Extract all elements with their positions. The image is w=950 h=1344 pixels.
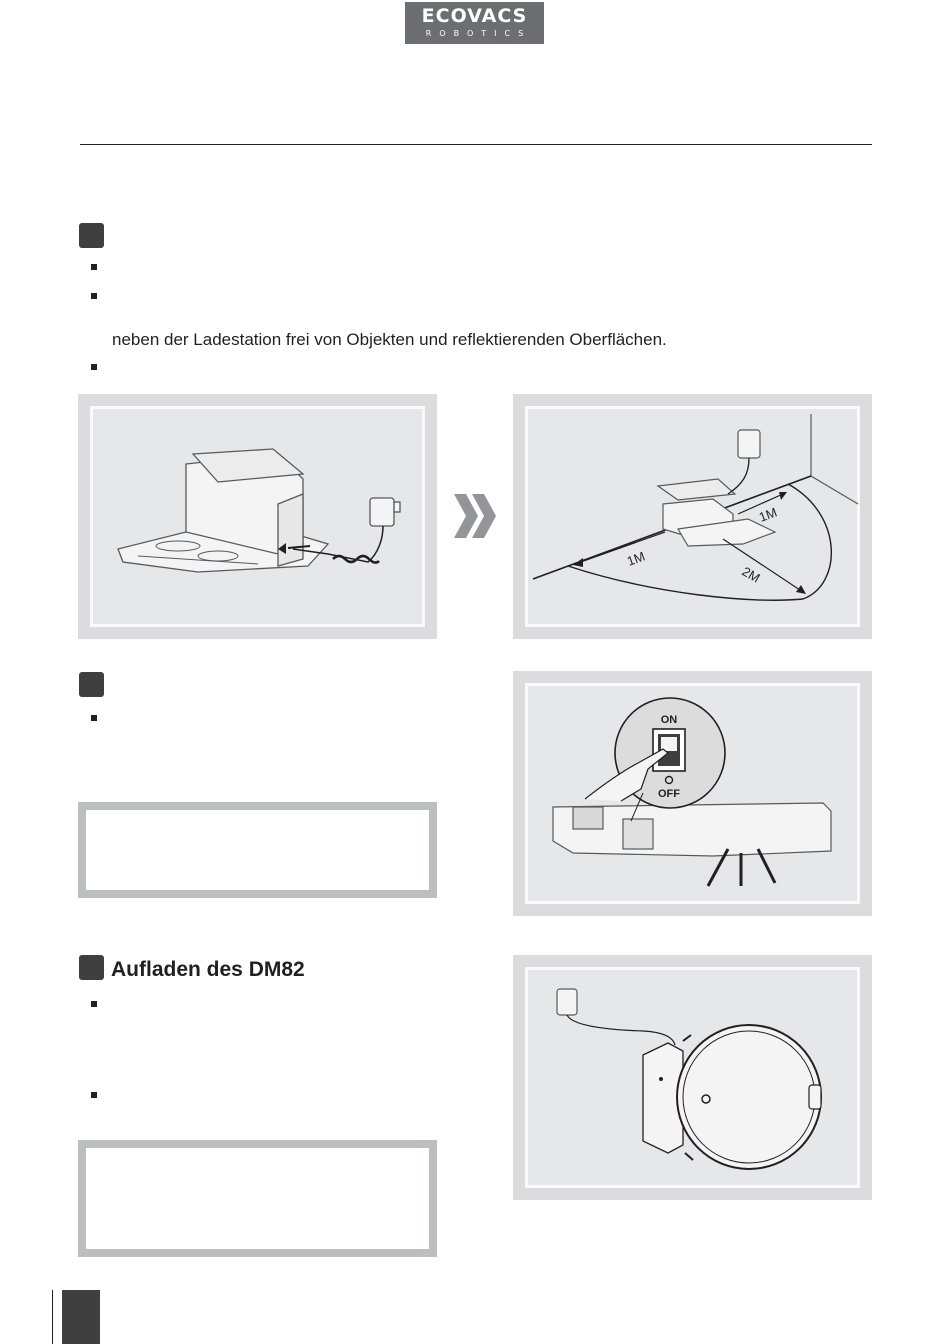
distance-label-1m-right: 1M xyxy=(756,504,779,525)
bullet-1-2 xyxy=(91,293,97,299)
bullet-3-1 xyxy=(91,1001,97,1007)
figure-dock-placement-panel xyxy=(513,394,872,639)
section3-title: Aufladen des DM82 xyxy=(111,958,305,981)
step-marker-3 xyxy=(79,955,104,980)
figure-robot-docked-panel xyxy=(513,955,872,1200)
figure-power-switch-panel xyxy=(513,671,872,916)
bullet-1-1 xyxy=(91,264,97,270)
charging-dock-illustration xyxy=(78,394,437,639)
double-chevron-right-icon xyxy=(452,492,498,540)
note-box-2 xyxy=(78,1140,437,1257)
page-edge-rule xyxy=(52,1290,53,1344)
note-box-1-content xyxy=(86,810,429,890)
step-marker-1 xyxy=(79,223,104,248)
step-marker-2 xyxy=(79,672,104,697)
switch-off-label: OFF xyxy=(658,788,680,800)
robot-docked-illustration xyxy=(513,955,872,1200)
distance-label-1m-left: 1M xyxy=(624,548,647,569)
section1-bullet2-line2: neben der Ladestation frei von Objekten und reflektierenden Oberflächen. xyxy=(112,330,667,349)
bullet-3-2 xyxy=(91,1092,97,1098)
header-rule xyxy=(80,144,872,145)
bullet-2-1 xyxy=(91,715,97,721)
logo-tagline: ROBOTICS xyxy=(425,29,532,38)
logo-wordmark: ECOVACS xyxy=(421,5,528,27)
page-number-tab xyxy=(62,1290,100,1344)
note-box-2-content xyxy=(86,1148,429,1249)
ecovacs-logo xyxy=(405,2,544,44)
switch-on-label: ON xyxy=(660,714,678,726)
figure-charging-dock-panel xyxy=(78,394,437,639)
bullet-1-3 xyxy=(91,364,97,370)
distance-label-2m: 2M xyxy=(739,563,763,586)
note-box-1 xyxy=(78,802,437,898)
dock-placement-illustration xyxy=(513,394,872,639)
power-switch-illustration xyxy=(513,671,872,916)
